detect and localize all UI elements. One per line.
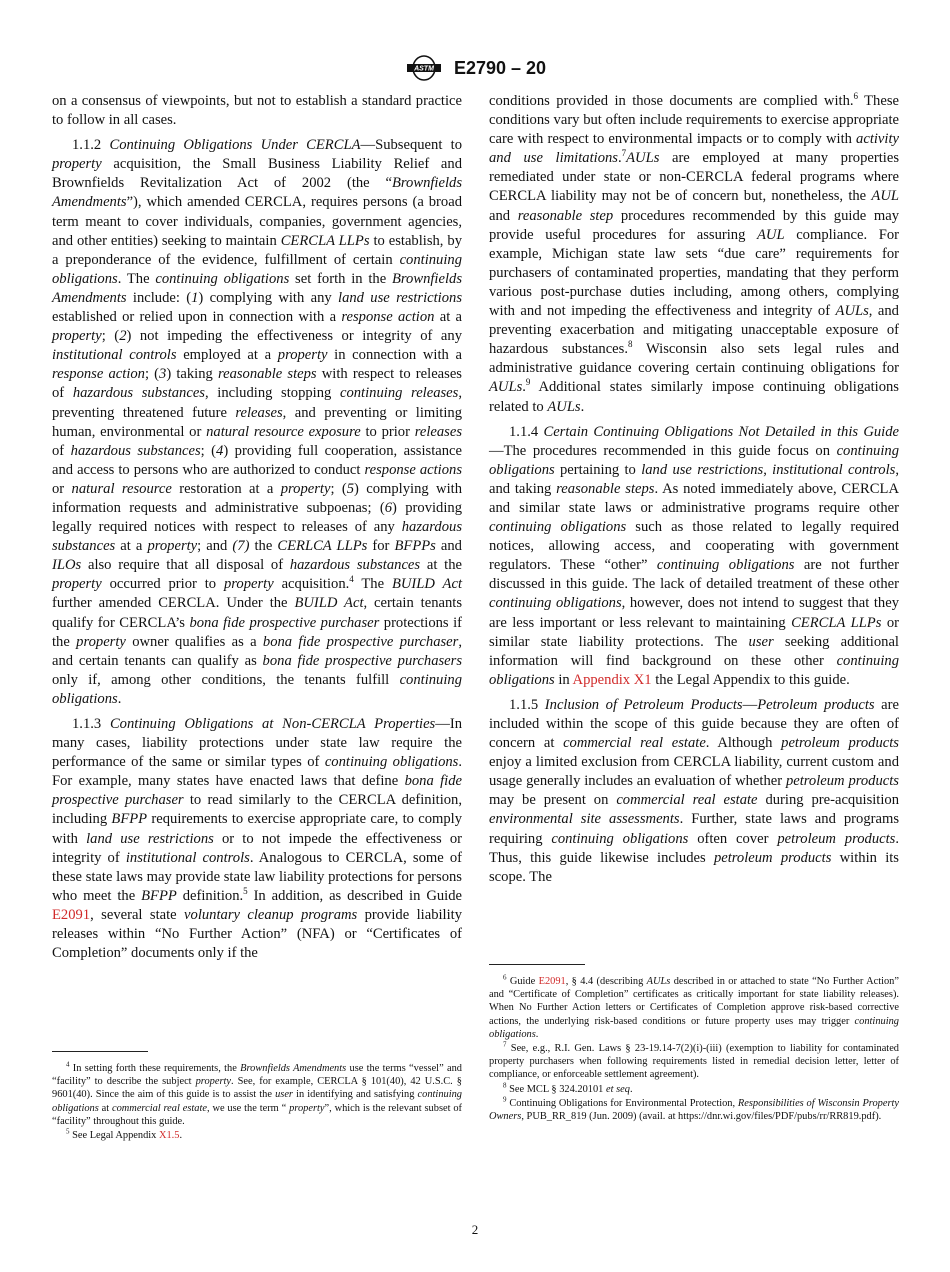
- paragraph-1-1-3-continued: conditions provided in those documents are complied with.$^6$ These conditions vary but often include requirements to exercise appropriate care with respect to environmental impacts or to comply with activity and use limitations.$^7$AULs are employed at many properties remediated under state or non-CERCLA federal programs where CERCLA liability may not be of concern but, nonetheless, the AUL and reasonable step procedures recommended by this guide may provide useful procedures for assuring AUL compliance. For example, Michigan state law sets “due care” requirements for purchasers of contaminated properties, mandating that they perform various post-purchase duties including, among others, complying with and not impeding the effectiveness and integrity of AULs, and preventing exacerbation and mitigating unacceptable exposure of hazardous substances.$^8$ Wisconsin also sets legal rules and administrative guidance covering certain continuing obligations for AULs.$^9$ Additional states similarly impose continuing obligations related to AULs.: [489, 91, 899, 415]
- footnote-ref-8[interactable]: 8: [627, 339, 633, 350]
- paragraph-1-1-1-continued: on a consensus of viewpoints, but not to establish a standard practice to follow in all cases.: [52, 93, 462, 129]
- section-number: 1.1.3: [72, 716, 110, 732]
- section-number: 1.1.2: [72, 137, 110, 154]
- footnote-divider-right: [489, 964, 585, 965]
- footnote-divider-left: [52, 1051, 148, 1052]
- footnote-7: $^7$ See, e.g., R.I. Gen. Laws § 23-19.14-7(2)(i)-(iii) (exemption to liability for contaminated property purchasers when following requirements listed in remedial decision letter, letter of compliance, or enforceable settlement agreement).: [489, 1040, 899, 1081]
- footnote-8: $^8$ See MCL § 324.20101 et seq.: [503, 1081, 633, 1095]
- document-id: E2790 – 20: [453, 57, 547, 78]
- page-header: [0, 54, 950, 84]
- page-number: 2: [471, 1222, 479, 1237]
- footnote-4: $^4$ In setting forth these requirements, the Brownfields Amendments use the terms “vessel” and “facility” to describe the subject property. See, for example, CERCLA § 101(40), 42 U.S.C. § 9601(40). Since the aim of this guide is to assist the user in identifying and satisfying continuing obligations at commercial real estate, we use the term “ property”, which is the relevant subset of “facility” throughout this guide.: [52, 1060, 463, 1127]
- section-heading: Certain Continuing Obligations Not Detailed in this Guide: [543, 423, 900, 440]
- paragraph-1-1-3: 1.1.3 Continuing Obligations at Non-CERCLA Properties—In many cases, liability protections under state law require the performance of the same or similar types of continuing obligations. For example, many states have enacted laws that define bona fide prospective purchaser to read similarly to the CERCLA definition, including BFPP requirements to exercise appropriate care, to comply with land use restrictions or to not impede the effectiveness or integrity of institutional controls. Analogous to CERCLA, some of these state laws may provide state law liability protections for persons who meet the BFPP definition.$^5$ In addition, as described in Guide E2091, several state voluntary cleanup programs provide liability releases within “No Further Action” (NFA) or “Certificates of Completion” documents only if the: [52, 716, 463, 962]
- section-heading: Inclusion of Petroleum Products: [544, 696, 743, 713]
- left-column: [52, 92, 462, 969]
- appendix-x1-link[interactable]: Appendix X1: [572, 671, 652, 688]
- paragraph-1-1-2: 1.1.2 Continuing Obligations Under CERCLA—Subsequent to property acquisition, the Small Business Liability Relief and Brownfields Revitalization Act of 2002 (the “Brownfields Amendments”), which amended CERCLA, requires persons (a broad term meant to cover individuals, companies, government agencies, and other entities) seeking to maintain CERCLA LLPs to establish, by a preponderance of the evidence, fulfillment of certain continuing obligations. The continuing obligations set forth in the Brownfields Amendments include: (1) complying with any land use restrictions established or relied upon in connection with a response action at a property; (2) not impeding the effectiveness or integrity of any institutional controls employed at a property in connection with a response action; (3) taking reasonable steps with respect to releases of hazardous substances, including stopping continuing releases, preventing threatened future releases, and preventing or limiting human, environmental or natural resource exposure to prior releases of hazardous substances; (4) providing full cooperation, assistance and access to persons who are authorized to conduct response actions or natural resource restoration at a property; (5) complying with information requests and administrative subpoenas; (6) providing legally required notices with respect to releases of any hazardous substances at a property; and (7) the CERLCA LLPs for BFPPs and ILOs also require that all disposal of hazardous substances at the property occurred prior to property acquisition.$^4$ The BUILD Act further amended CERCLA. Under the BUILD Act, certain tenants qualify for CERCLA’s bona fide prospective purchaser protections if the property owner qualifies as a bona fide prospective purchaser, and certain tenants can qualify as bona fide prospective purchasers only if, among other conditions, the tenants fulfill continuing obligations.: [52, 137, 463, 707]
- astm-logo: [404, 54, 444, 82]
- right-column: [489, 92, 899, 893]
- svg-text:ASTM: ASTM: [414, 65, 434, 73]
- guide-e2091-footnote-link[interactable]: E2091: [538, 976, 566, 987]
- section-number: 1.1.5: [509, 696, 545, 713]
- footnotes-left: [52, 1062, 462, 1143]
- guide-e2091-link[interactable]: E2091: [52, 906, 91, 923]
- section-heading: Continuing Obligations Under CERCLA: [109, 137, 361, 154]
- footnote-6: $^6$ Guide E2091, § 4.4 (describing AULs described in or attached to state “No Further Action” and “Certificate of Completion” certificates as critically important for state liability releases). When No Further Action letters or Certificates of Completion approve risk-based corrective actions, the underlying risk-based conditions or future property uses may trigger continuing obligations.: [489, 973, 899, 1040]
- footnote-5: $^5$ See Legal Appendix X1.5.: [66, 1127, 183, 1142]
- footnote-ref-5[interactable]: 5: [243, 885, 248, 896]
- paragraph-1-1-5: 1.1.5 Inclusion of Petroleum Products—Petroleum products are included within the scope of this guide because they are often of concern at commercial real estate. Although petroleum products enjoy a limited exclusion from CERCLA liability, current custom and usage generally includes an evaluation of whether petroleum products may be present on commercial real estate during pre-acquisition environmental site assessments. Further, state laws and programs requiring continuing obligations often cover petroleum products. Thus, this guide likewise includes petroleum products within its scope. The: [489, 696, 900, 885]
- section-heading: Continuing Obligations at Non-CERCLA Properties: [109, 716, 436, 732]
- footnotes-right: [489, 975, 899, 1124]
- section-number: 1.1.4: [509, 423, 544, 440]
- legal-appendix-x1-5-link[interactable]: X1.5: [158, 1130, 180, 1142]
- footnote-9: $^9$ Continuing Obligations for Environmental Protection, Responsibilities of Wisconsin Property Owners, PUB_RR_819 (Jun. 2009) (avail. at https://dnr.wi.gov/files/PDF/pubs/rr/RR819.pdf).: [489, 1095, 899, 1123]
- footnote-ref-4[interactable]: 4: [349, 574, 354, 585]
- paragraph-1-1-4: 1.1.4 Certain Continuing Obligations Not Detailed in this Guide—The procedures recommended in this guide focus on continuing obligations pertaining to land use restrictions, institutional controls, and taking reasonable steps. As noted immediately above, CERCLA and similar state laws or administrative programs require other continuing obligations such as those related to legally required notices, allowing access, and cooperating with government regulators. These “other” continuing obligations are not further discussed in this guide. The lack of detailed treatment of these other continuing obligations, however, does not intend to suggest that they are less important or less relevant to maintaining CERCLA LLPs or similar state liability protections. The user seeking additional information will find background on these other continuing obligations in Appendix X1 the Legal Appendix to this guide.: [489, 423, 900, 688]
- footnote-ref-9[interactable]: 9: [525, 377, 531, 388]
- footnote-ref-6[interactable]: 6: [853, 91, 859, 102]
- footnote-ref-7[interactable]: 7: [621, 148, 627, 159]
